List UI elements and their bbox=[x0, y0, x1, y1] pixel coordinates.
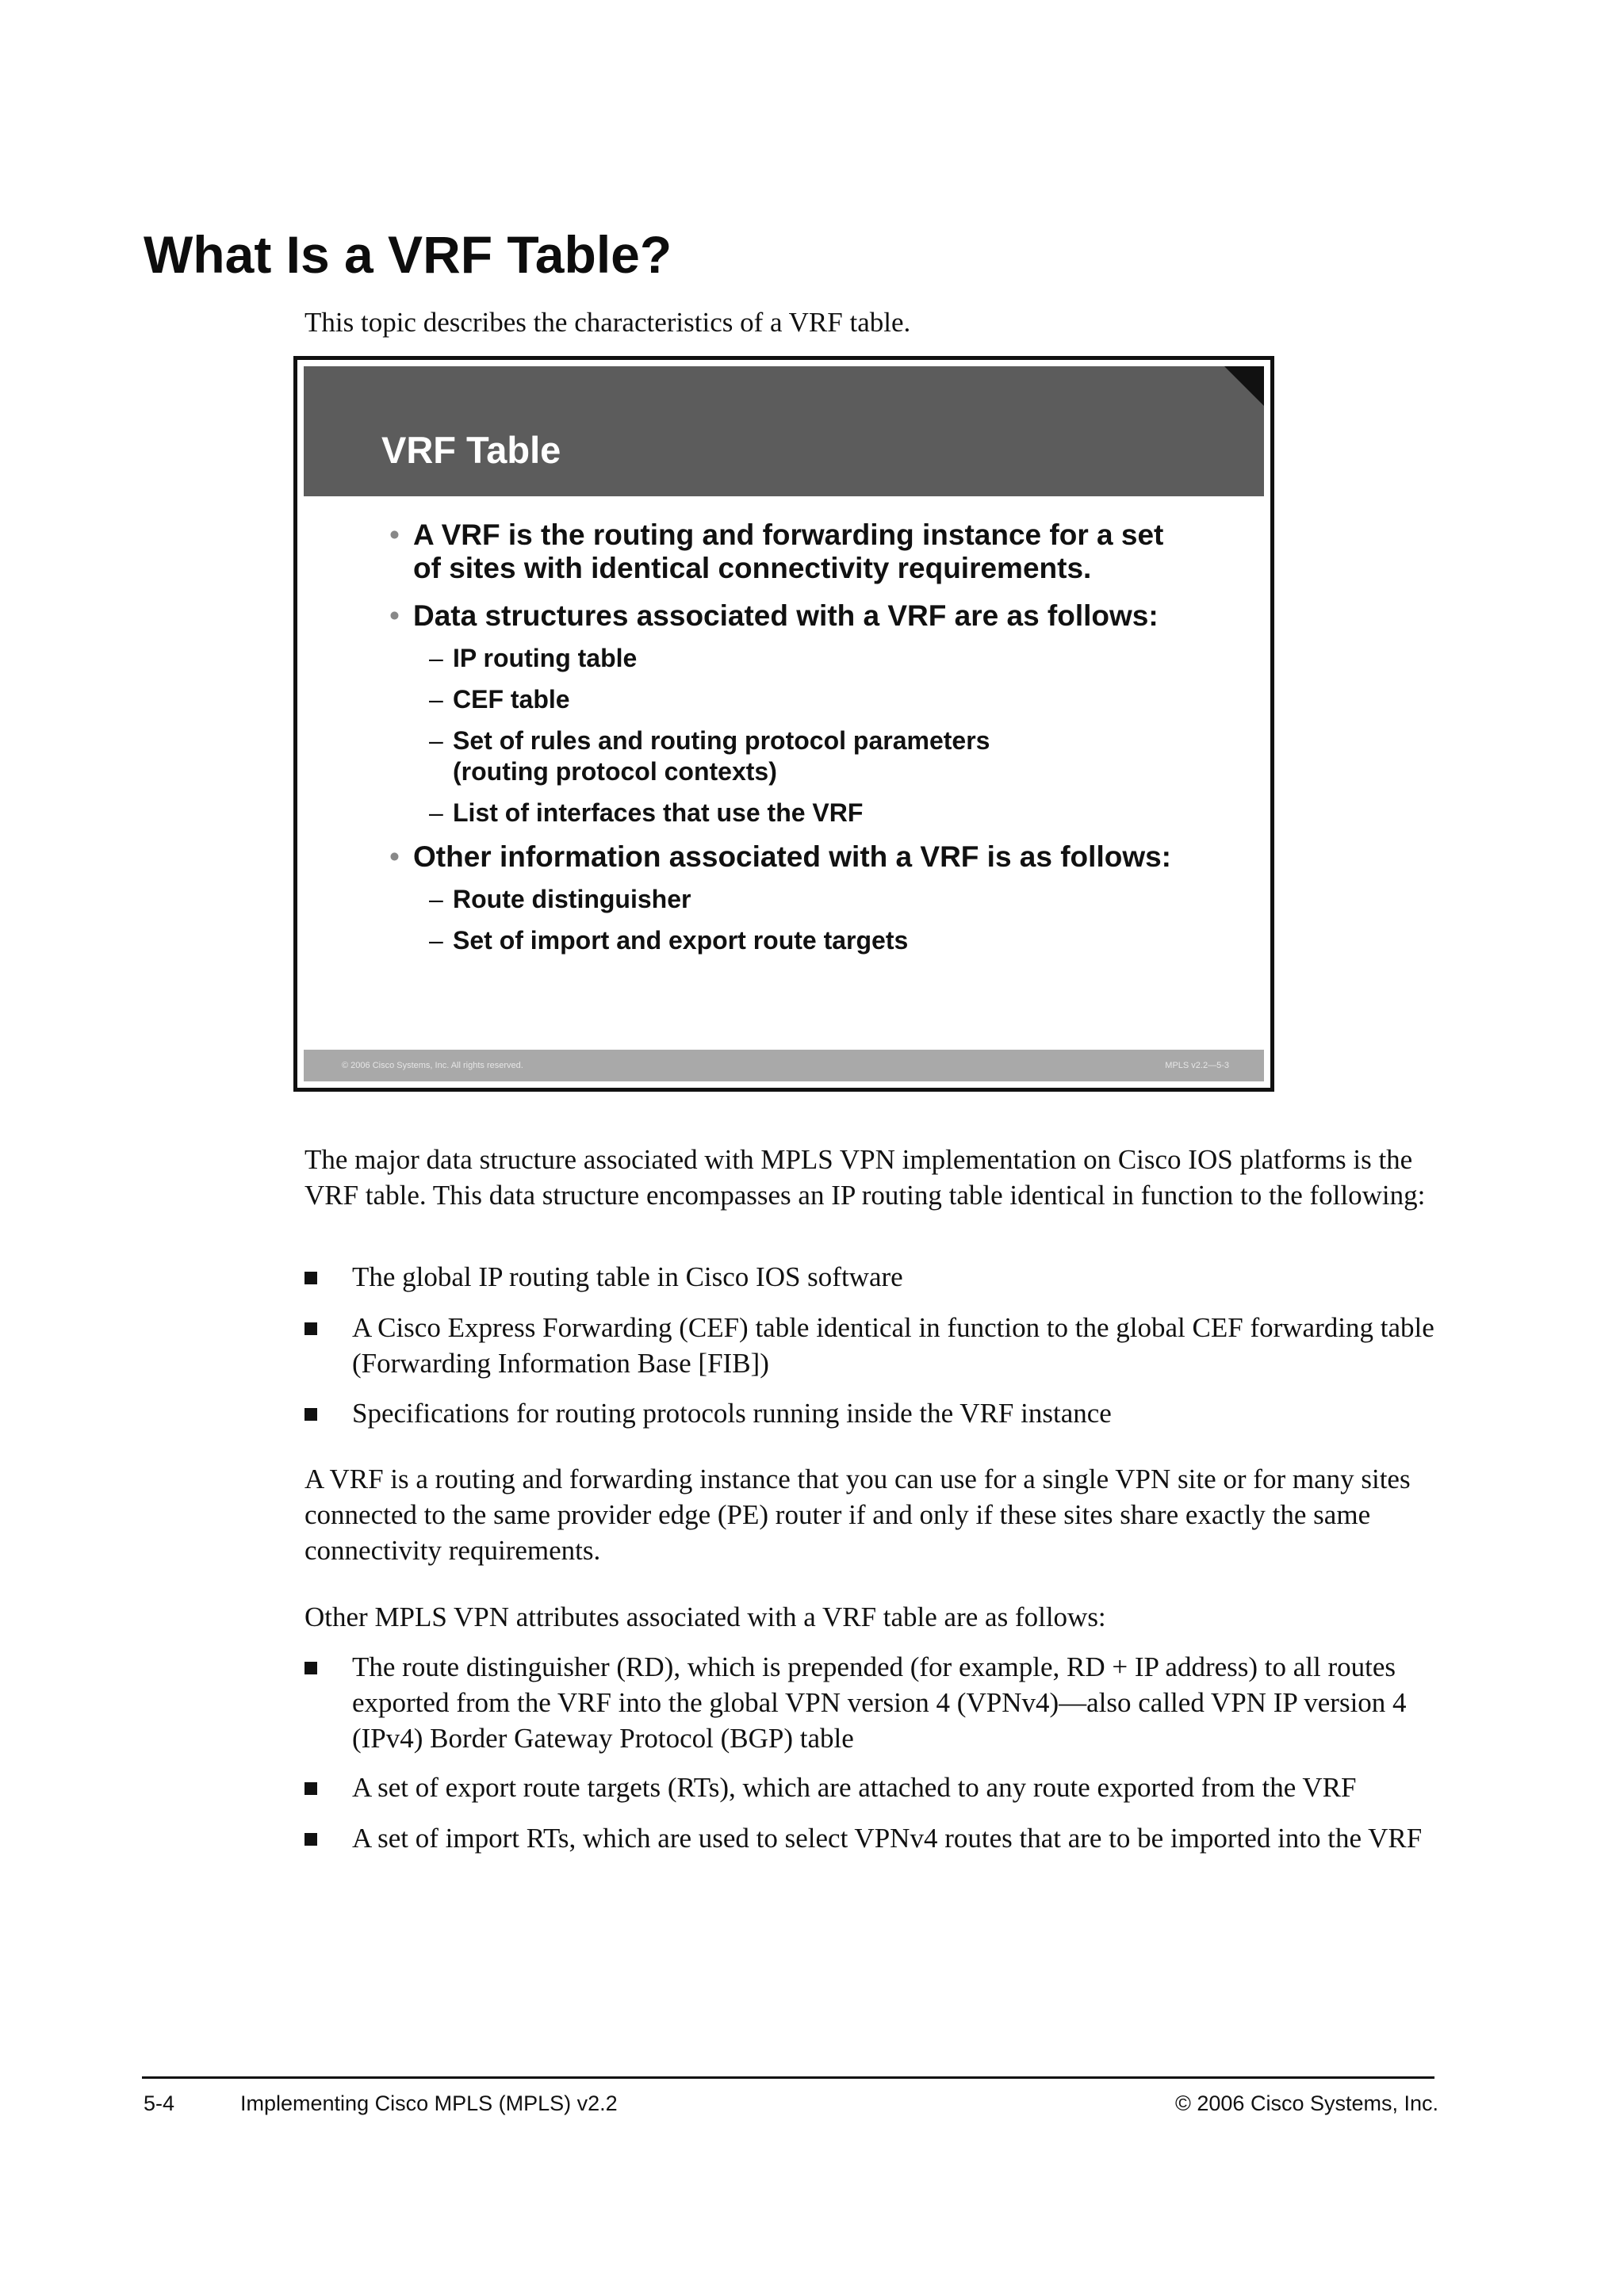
slide-footer-number: MPLS v2.2—5-3 bbox=[1165, 1061, 1229, 1070]
dash-marker: – bbox=[429, 685, 443, 714]
slide-footer bbox=[304, 1050, 1264, 1081]
square-bullet-icon bbox=[304, 1662, 317, 1674]
square-bullet-icon bbox=[304, 1272, 317, 1284]
slide-bullet bbox=[304, 599, 1232, 633]
bullet-marker: • bbox=[389, 519, 400, 551]
slide-footer-copyright: © 2006 Cisco Systems, Inc. All rights reserved. bbox=[342, 1061, 523, 1070]
footer-divider bbox=[142, 2076, 1434, 2079]
slide-bullet-text: A VRF is the routing and forwarding instance for a set of sites with identical connectivity requirements. bbox=[413, 519, 1164, 584]
slide-title: VRF Table bbox=[381, 429, 561, 471]
footer-course-title: Implementing Cisco MPLS (MPLS) v2.2 bbox=[240, 2091, 618, 2115]
slide-bullet bbox=[304, 519, 1232, 585]
square-bullet-icon bbox=[304, 1782, 317, 1795]
dash-marker: – bbox=[429, 644, 443, 672]
list-item-text: A set of import RTs, which are used to select VPNv4 routes that are to be imported into the VRF bbox=[352, 1823, 1423, 1854]
list-item bbox=[304, 1649, 1446, 1756]
paragraph: A VRF is a routing and forwarding instance that you can use for a single VPN site or for many sites connected to the same provider edge (PE) router if and only if these sites share exactly the same connectivity requirements. bbox=[304, 1464, 1411, 1566]
slide-sub-bullet bbox=[304, 725, 1232, 787]
slide-sub-bullet bbox=[304, 798, 1232, 828]
slide-sub-bullet-text: Set of import and export route targets bbox=[453, 926, 909, 955]
slide-bullet-text: Other information associated with a VRF is as follows: bbox=[413, 840, 1172, 873]
slide-sub-bullet-text: IP routing table bbox=[453, 644, 638, 672]
page-title: What Is a VRF Table? bbox=[144, 225, 672, 284]
dash-marker: – bbox=[429, 798, 443, 827]
footer-page-number: 5-4 bbox=[144, 2091, 175, 2115]
paragraph: Other MPLS VPN attributes associated with a VRF table are as follows: bbox=[304, 1601, 1106, 1632]
slide bbox=[293, 356, 1274, 1092]
slide-sub-bullet bbox=[304, 925, 1232, 956]
dash-marker: – bbox=[429, 885, 443, 913]
paragraph: The major data structure associated with MPLS VPN implementation on Cisco IOS platforms is the VRF table. This data structure encompasses an IP routing table identical in function to the following: bbox=[304, 1144, 1426, 1211]
list-item-text: The global IP routing table in Cisco IOS software bbox=[352, 1261, 903, 1292]
list-item bbox=[304, 1259, 1446, 1295]
slide-sub-bullet-text: CEF table bbox=[453, 685, 570, 714]
list-item-text: A Cisco Express Forwarding (CEF) table identical in function to the global CEF forwarding table (Forwarding Information Base [FIB]) bbox=[352, 1312, 1434, 1379]
slide-sub-bullet-text: Set of rules and routing protocol parameters (routing protocol contexts) bbox=[453, 726, 990, 786]
list-item bbox=[304, 1395, 1446, 1431]
square-bullet-icon bbox=[304, 1833, 317, 1846]
bullet-marker: • bbox=[389, 840, 400, 873]
slide-sub-bullet bbox=[304, 884, 1232, 915]
dash-marker: – bbox=[429, 726, 443, 755]
slide-sub-bullet-text: List of interfaces that use the VRF bbox=[453, 798, 864, 827]
square-bullet-icon bbox=[304, 1408, 317, 1421]
list-item bbox=[304, 1770, 1446, 1805]
list-item bbox=[304, 1820, 1446, 1856]
square-bullet-icon bbox=[304, 1322, 317, 1335]
list-item-text: The route distinguisher (RD), which is prepended (for example, RD + IP address) to all routes exported from the VRF into the global VPN version 4 (VPNv4)—also called VPN IP version 4 (IPv4) Border Gateway Protocol (BGP) table bbox=[352, 1651, 1407, 1754]
list-item-text: A set of export route targets (RTs), which are attached to any route exported from the VRF bbox=[352, 1772, 1357, 1803]
slide-bullet-text: Data structures associated with a VRF are as follows: bbox=[413, 599, 1159, 632]
list-item bbox=[304, 1310, 1446, 1381]
list-item-text: Specifications for routing protocols running inside the VRF instance bbox=[352, 1398, 1112, 1429]
slide-corner-decoration bbox=[1224, 366, 1264, 406]
slide-sub-bullet-text: Route distinguisher bbox=[453, 885, 691, 913]
intro-text: This topic describes the characteristics of a VRF table. bbox=[304, 307, 911, 338]
dash-marker: – bbox=[429, 926, 443, 955]
slide-bullet bbox=[304, 840, 1232, 874]
footer-copyright: © 2006 Cisco Systems, Inc. bbox=[1174, 2091, 1438, 2115]
slide-header bbox=[304, 366, 1264, 496]
slide-content bbox=[304, 366, 1264, 1081]
slide-sub-bullet bbox=[304, 643, 1232, 674]
slide-sub-bullet bbox=[304, 684, 1232, 715]
bullet-marker: • bbox=[389, 599, 400, 632]
